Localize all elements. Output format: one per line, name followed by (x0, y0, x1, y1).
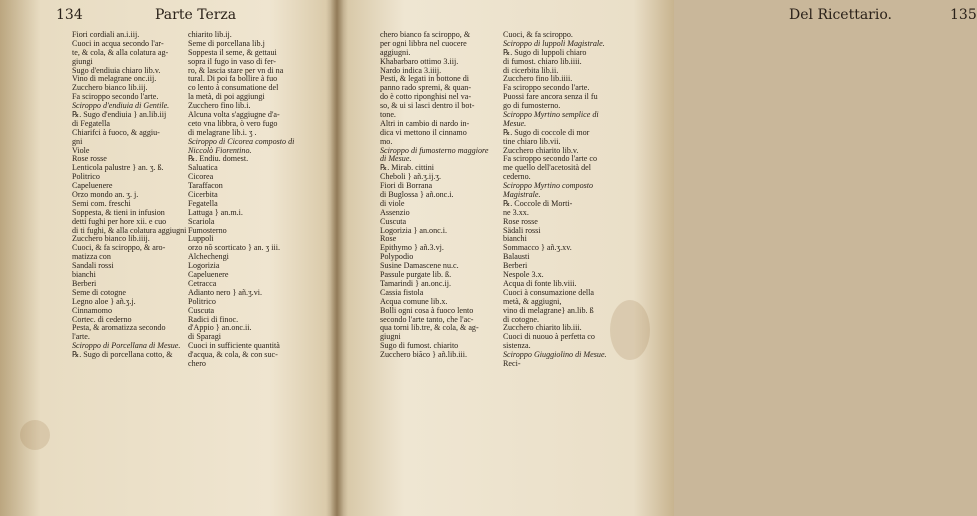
left-page-number: 134 (56, 7, 83, 23)
text-line: Epithymo } añ.3.vj. (380, 243, 444, 253)
text-line: Nardo indica 3.iiij. (380, 65, 442, 75)
text-line: Chiarifci à fuoco, & aggiu- (72, 127, 160, 137)
text-line: do è cotto riponghisi nel va- (380, 92, 472, 102)
text-line: bianchi (503, 234, 527, 244)
text-line: tone. (380, 110, 396, 120)
text-line: me quello dell'acetosità del (503, 163, 591, 173)
text-line: Politrico (188, 296, 216, 306)
text-line: di cicerbita lib.ii. (503, 65, 559, 75)
text-line: d'acqua, & cola, & con suc- (188, 350, 278, 360)
text-line: di melagrane lib.i. ʒ . (188, 127, 257, 137)
text-line: qua torni lib.tre, & cola, & ag- (380, 323, 479, 333)
text-line: Cassia fistola (380, 287, 424, 297)
text-line: ℞. Sugo di coccole di mor (503, 127, 590, 137)
text-line: Luppoli (188, 234, 214, 244)
text-line: bianchi (72, 270, 96, 280)
text-line: Scariola (188, 216, 215, 226)
text-line: sopra il fugo in vaso di fer- (188, 56, 276, 66)
text-line: vino di melagrane} an.lib. ß (503, 305, 594, 315)
text-line: Sädali rossi (503, 225, 541, 235)
text-line: Fegatella (188, 198, 218, 208)
text-line: secondo l'arte tanto, che l'ac- (380, 314, 474, 324)
text-line: chiarito lib.ij. (188, 30, 232, 39)
text-line: per ogni libbra nel cuocere (380, 38, 467, 48)
text-line: chero bianco fa sciroppo, & (380, 30, 471, 39)
text-line: metà, & aggiugni, (503, 296, 562, 306)
text-line: l'arte. (72, 332, 90, 342)
text-line: Cicerbita (188, 190, 218, 200)
text-line: ceto vna libbra, ò vero fugo (188, 118, 278, 128)
text-line: Assenzio (380, 207, 410, 217)
text-line: Acqua comune lib.x. (380, 296, 448, 306)
text-line: Bolli ogni cosa à fuoco lento (380, 305, 474, 315)
text-line: Cuscuta (380, 216, 407, 226)
text-line: Niccolò Fiorentino. (188, 145, 252, 155)
text-line: Seme di cotogne (72, 287, 126, 297)
text-line: Radici di finoc. (188, 314, 239, 324)
text-line: Cuoci, & fa sciroppo. (503, 30, 573, 39)
text-line: Zucchero bianco lib.iij. (72, 83, 148, 93)
text-line: ℞. Sugo di porcellana cotto, & (72, 350, 173, 360)
text-line: orzo nõ scorticato } an. ʒ iii. (188, 243, 280, 253)
text-line: Saluatica (188, 163, 218, 173)
text-line: Politrico (72, 172, 100, 182)
text-line: Zucchero fino lib.iiii. (503, 74, 573, 84)
text-line: Sugo di fumost. chiarito (380, 341, 459, 351)
text-line: Altri in cambio di nardo in- (380, 118, 470, 128)
text-line: Rose (380, 234, 397, 244)
right-page-number: 135 (950, 7, 977, 23)
text-line: Cetracca (188, 278, 217, 288)
text-line: dica vi mettono il cinnamo (380, 127, 467, 137)
text-line: Zucchero chiarito lib.v. (503, 145, 579, 155)
text-line: Cuoci in sufficiente quantità (188, 341, 280, 351)
text-line: Vino di melagrane onc.iij. (72, 74, 157, 84)
text-line: di Fegatella (72, 118, 110, 128)
text-line: go di fumosterno. (503, 101, 561, 111)
text-line: Zucchero biãco } añ.lib.iii. (380, 350, 468, 360)
text-line: Fiori di Borrana (380, 181, 433, 191)
text-line: chero (188, 358, 206, 368)
text-line: Sommacco } añ.ʒ.xv. (503, 243, 572, 253)
text-line: la metà, di poi aggiungi (188, 92, 265, 102)
text-line: Alcuna volta s'aggiugne d'a- (188, 110, 280, 120)
text-line: Cuoci, & fa sciroppo, & aro- (72, 243, 166, 253)
text-line: Khabarbaro ottimo 3.iij. (380, 56, 459, 66)
text-line: Logorizia (188, 261, 220, 271)
text-line: di cotogne. (503, 314, 539, 324)
text-line: Orzo mondo an. ʒ. j. (72, 190, 139, 200)
text-line: Sciroppo Myrtino composto (503, 181, 594, 191)
left-page-column-1 (72, 31, 192, 360)
text-line: Logorizia } an.onc.i. (380, 225, 448, 235)
text-line: ℞. Endiu. domest. (188, 154, 249, 164)
text-line: Zucchero fino lib.i. (188, 101, 251, 111)
text-line: gni (72, 136, 83, 146)
text-line: aggiugni. (380, 47, 411, 57)
text-line: Sciroppo Myrtino semplice di (503, 110, 599, 120)
text-line: Sciroppo Giuggiolino di Mesue. (503, 350, 607, 360)
text-line: Viole (72, 145, 90, 155)
text-line: Rose rosse (72, 154, 107, 164)
text-line: Acqua di fonte lib.viii. (503, 278, 577, 288)
text-line: tine chiaro lib.vii. (503, 136, 561, 146)
text-line: Tamarindi } an.onc.ij. (380, 278, 451, 288)
right-page-column-2 (503, 31, 627, 369)
text-line: giugni (380, 332, 401, 342)
text-line: panno rado spremi, & quan- (380, 83, 472, 93)
text-line: ro, & lascia stare per vn di na (188, 65, 284, 75)
text-line: Berberi (503, 261, 528, 271)
text-line: Semi com. freschi (72, 198, 131, 208)
left-page-column-2 (188, 31, 306, 369)
text-line: Sciroppo di Cicorea composto di (188, 136, 295, 146)
text-line: ℞. Sugo di luppoli chiaro (503, 47, 587, 57)
paper-stain (610, 300, 650, 360)
text-line: Legno aloe } añ.ʒ.j. (72, 296, 136, 306)
text-line: te, & cola, & alla colatura ag- (72, 47, 169, 57)
text-line: Balausti (503, 252, 530, 262)
text-line: Fa sciroppo secondo l'arte. (503, 83, 590, 93)
text-line: di Sparagi (188, 332, 222, 342)
text-line: Magistrale. (503, 190, 541, 200)
text-line: di ti fughi, & alla colatura aggiugni (72, 225, 187, 235)
text-line: Cuoci à consumazione della (503, 287, 595, 297)
text-line: Sciroppo di Porcellana di Mesue. (72, 341, 181, 351)
text-line: Taraffacon (188, 181, 223, 191)
text-line: Lenticola palustre } an. ʒ. ß. (72, 163, 164, 173)
text-line: Passule purgate lib. ß. (380, 270, 452, 280)
text-line: Rose rosse (503, 216, 538, 226)
text-line: detti fughi per hore xii. e cuo (72, 216, 167, 226)
right-page-running-title: Del Ricettario. (789, 7, 892, 23)
text-line: d'Appio } an.onc.ii. (188, 323, 252, 333)
text-line: Cicorea (188, 172, 214, 182)
text-line: Seme di porcellana lib.j (188, 38, 265, 48)
text-line: Cuoci di nuouo à perfetta co (503, 332, 595, 342)
text-line: mo. (380, 136, 393, 146)
text-line: Reci- (503, 358, 521, 368)
text-line: Adianto nero } añ.ʒ.vi. (188, 287, 263, 297)
text-line: ℞. Sugo d'endiuia } an.lib.iij (72, 110, 167, 120)
text-line: Soppesta, & tieni in infusion (72, 207, 165, 217)
text-line: Berberi (72, 278, 97, 288)
text-line: Nespole 3.x. (503, 270, 544, 280)
paper-stain (20, 420, 50, 450)
text-line: Cinnamomo (72, 305, 113, 315)
text-line: Capeluenere (72, 181, 113, 191)
text-line: ne 3.xx. (503, 207, 529, 217)
text-line: Capeluenere (188, 270, 229, 280)
text-line: Mesue. (503, 118, 527, 128)
text-line: Zucchero chiarito lib.iii. (503, 323, 582, 333)
text-line: Cheboli } añ.ʒ.ij.ʒ. (380, 172, 441, 182)
text-line: ℞. Coccole di Morti- (503, 198, 573, 208)
text-line: sistenza. (503, 341, 531, 351)
text-line: Lattuga } an.m.i. (188, 207, 243, 217)
text-line: Alchechengi (188, 252, 229, 262)
text-line: ℞. Mirab. cittini (380, 163, 435, 173)
text-line: Fa sciroppo secondo l'arte. (72, 92, 159, 102)
text-line: Polypodio (380, 252, 414, 262)
text-line: Puossi fare ancora senza il fu (503, 92, 598, 102)
text-line: so, & ui si lasci dentro il bot- (380, 101, 475, 111)
text-line: Fiori cordiali an.i.iij. (72, 30, 140, 39)
text-line: Soppesta il seme, & gettaui (188, 47, 277, 57)
text-line: co lento à consumatione del (188, 83, 279, 93)
text-line: Fumosterno (188, 225, 227, 235)
text-line: di Buglossa } añ.onc.i. (380, 190, 454, 200)
text-line: matizza con (72, 252, 111, 262)
text-line: Sciroppo di fumosterno maggiore (380, 145, 489, 155)
text-line: Cortec. di cederno (72, 314, 132, 324)
text-line: Fa sciroppo secondo l'arte co (503, 154, 598, 164)
text-line: Pesta, & aromatizza secondo (72, 323, 166, 333)
text-line: Sciroppo d'endiuia di Gentile. (72, 101, 170, 111)
text-line: di Mesue. (380, 154, 412, 164)
text-line: Zucchero bianco lib.iiij. (72, 234, 150, 244)
text-line: tural. Di poi fa bollire à fuo (188, 74, 278, 84)
text-line: giungi (72, 56, 93, 66)
text-line: Sciroppo di luppoli Magistrale. (503, 38, 605, 48)
text-line: cederno. (503, 172, 531, 182)
text-line: Sugo d'endiuia chiaro lib.v. (72, 65, 161, 75)
text-line: Cuoci in acqua secondo l'ar- (72, 38, 164, 48)
text-line: Cuscuta (188, 305, 215, 315)
text-line: di fumost. chiaro lib.iiii. (503, 56, 582, 66)
text-line: Sandali rossi (72, 261, 114, 271)
right-page-column-1 (380, 31, 500, 360)
left-page-running-title: Parte Terza (155, 7, 237, 23)
text-line: Susine Damascene nu.c. (380, 261, 459, 271)
text-line: Pesti, & legati in bottone di (380, 74, 470, 84)
text-line: di viole (380, 198, 405, 208)
